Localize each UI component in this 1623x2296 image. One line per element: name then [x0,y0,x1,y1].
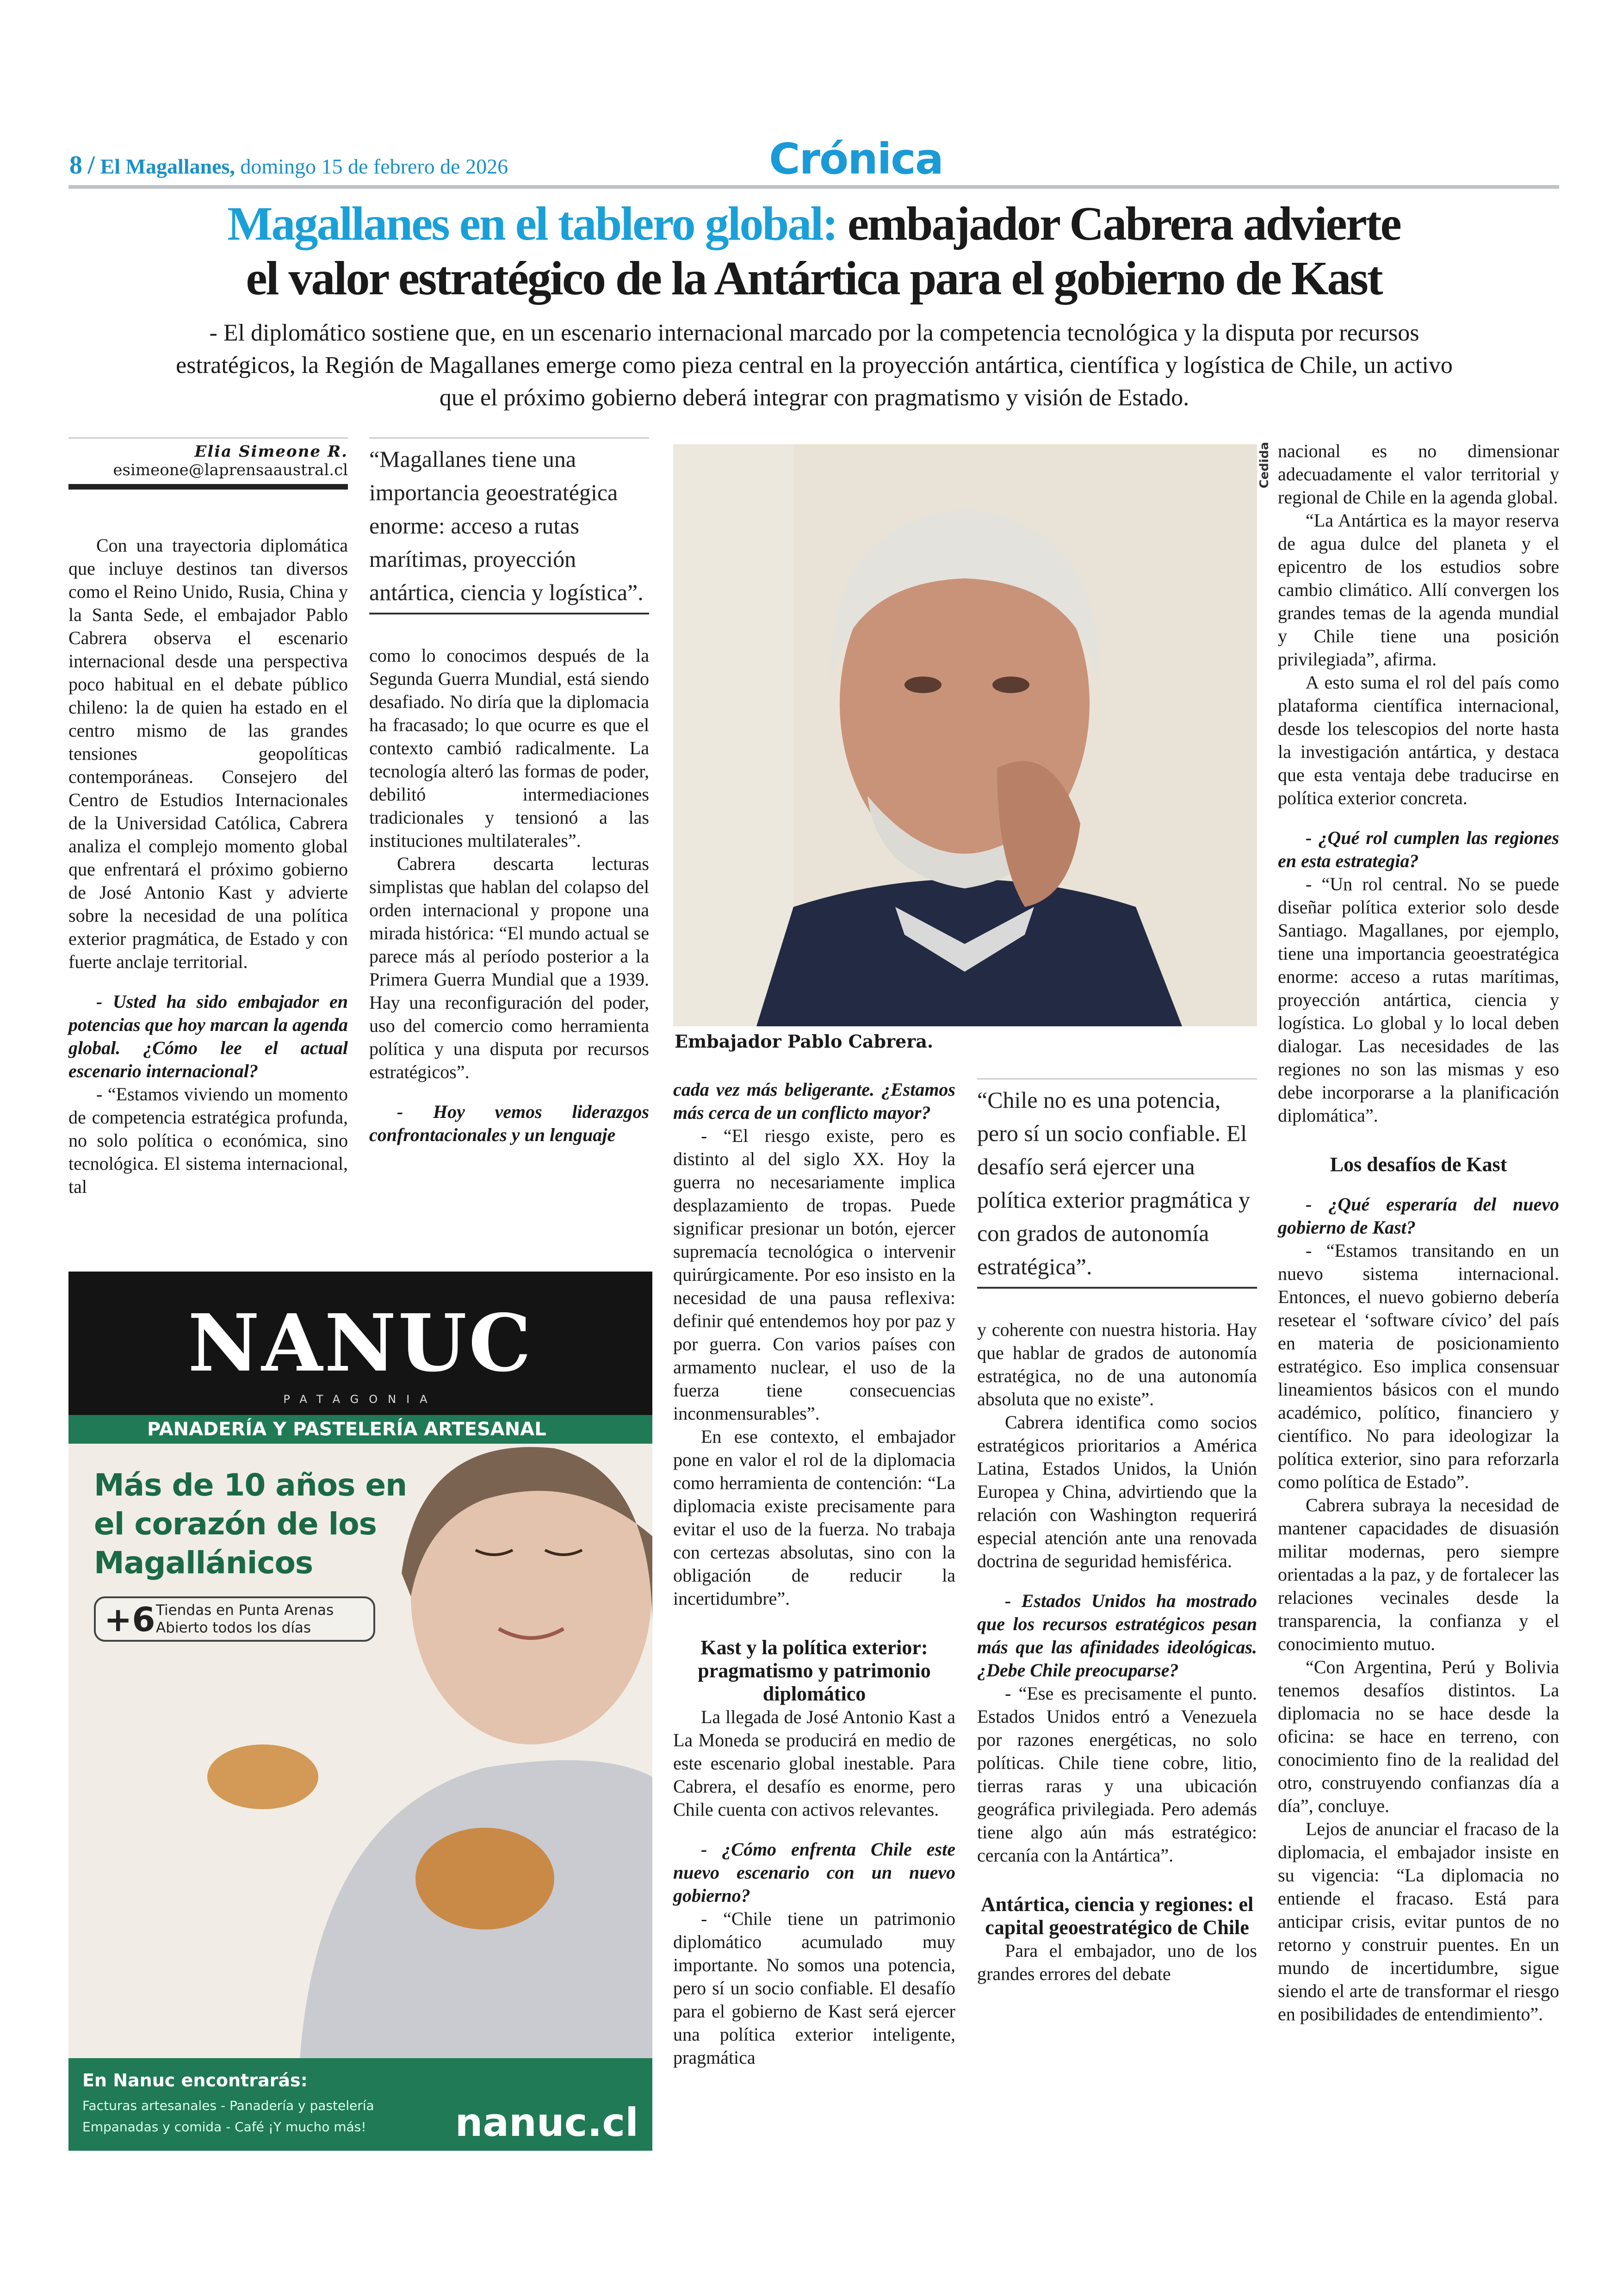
portrait-photo [673,444,1257,1026]
article-paragraph: Cabrera descarta lecturas simplistas que hablan del colapso del orden internacional y propone una mirada histórica: “El mundo actual se parece más al período posterior a la Primera Guerra Mundial que a 1939. Hay una reconfiguración del poder, uso del comercio como herramienta política y una disputa por recursos estratégicos”. [369,853,649,1082]
issue-date: domingo 15 de febrero de 2026 [240,155,508,178]
stores-line-2: Abierto todos los días [156,1620,311,1636]
article-paragraph: A esto suma el rol del país como plataforma científica internacional, desde los telescopios del norte hasta la investigación antártica, y destaca que esta ventaja debe traducirse en política exterior concreta. [1278,672,1559,808]
ad-website-link[interactable]: nanuc.cl [455,2100,638,2145]
interview-question: - ¿Qué rol cumplen las regiones en esta estrategia? [1278,827,1559,871]
article-paragraph: - “Estamos transitando en un nuevo sistema internacional. Entonces, el nuevo gobierno debería resetear el ‘software cívico’ del país en materia de posicionamiento estratégico. Eso implica consensuar lineamientos básicos con el mundo académico, político, financiero y científico. No para ideologizar la política exterior, sino para reforzarla como política de Estado”. [1278,1240,1559,1492]
subheading: Antártica, ciencia y regiones: el capital geoestratégico de Chile [980,1893,1254,1939]
subheading: Los desafíos de Kast [1330,1153,1507,1176]
divider [369,613,649,614]
article-paragraph: y coherente con nuestra historia. Hay que hablar de grados de autonomía estratégica, no de una autonomía absoluta que no existe”. [977,1319,1257,1409]
ad-band: PANADERÍA Y PASTELERÍA ARTESANAL [68,1415,652,1444]
article-paragraph: como lo conocimos después de la Segunda Guerra Mundial, está siendo desafiado. No diría que la diplomacia ha fracasado; lo que ocurre es que el contexto cambió radicalmente. La tecnología alteró las formas de poder, debilitó intermediaciones tradicionales y tensionó a las instituciones multilaterales”. [369,645,649,851]
interview-question: - Usted ha sido embajador en potencias que hoy marcan la agenda global. ¿Cómo lee el actual escenario internacional? [68,991,348,1081]
column-2-stack [369,437,649,1147]
brand-subtitle: PATAGONIA [283,1393,438,1406]
headline-line1: embajador Cabrera advierte [847,197,1400,250]
interview-question: - Estados Unidos ha mostrado que los recursos estratégicos pesan más que las afinidades ideológicas. ¿Debe Chile preocuparse? [977,1590,1257,1681]
ad-footer-title: En Nanuc encontrarás: [82,2070,308,2091]
article-paragraph: En ese contexto, el embajador pone en valor el rol de la diplomacia como herramienta de contención: “La diplomacia existe precisamente para evitar el uso de la fuerza. No trabaja con certezas absolutas, sino con la obligación de reducir la incertidumbre”. [673,1426,955,1609]
column-1-stack [68,437,348,1198]
article-column-4 [977,1318,1257,1986]
article-paragraph: Con una trayectoria diplomática que incluye destinos tan diversos como el Reino Unido, Rusia, China y la Santa Sede, el embajador Pablo Cabrera observa el escenario internacional desde una perspectiva poco habitual en el debate público chileno: la de quien ha estado en el centro mismo de las grandes tensiones geopolíticas contemporáneas. Consejero del Centro de Estudios Internacionales de la Universidad Católica, Cabrera analiza el complejo momento global que enfrentará el próximo gobierno de José Antonio Kast y advierte sobre la necesidad de una política exterior pragmática, de Estado y con fuerte anclaje territorial. [68,535,348,972]
subheadline: - El diplomático sostiene que, en un escenario internacional marcado por la competencia tecnológica y la disputa por recursos estratégicos, la Región de Magallanes emerge como pieza central en la proyección antártica, científica y logística de Chile, un activo que el próximo gobierno deberá integrar con pragmatismo y visión de Estado. [176,320,1453,411]
ad-header [68,1272,652,1415]
byline-bar [68,484,348,490]
stores-count: +6 [104,1600,155,1639]
ad-footer-line-1: Facturas artesanales - Panadería y pastelería [82,2098,374,2113]
subheading: Kast y la política exterior: pragmatismo y patrimonio diplomático [698,1636,931,1705]
page-number: 8 [69,151,82,180]
stores-badge [94,1596,375,1642]
article-paragraph: Para el embajador, uno de los grandes errores del debate [977,1940,1257,1984]
headline-accent: Magallanes en el tablero global: [227,197,837,250]
article-paragraph: “La Antártica es la mayor reserva de agua dulce del planeta y el epicentro de los estudios sobre cambio climático. Allí convergen los grandes temas de la agenda mundial y Chile tiene una posición privilegiada”, afirma. [1278,510,1559,670]
article-paragraph: La llegada de José Antonio Kast a La Moneda se producirá en medio de este escenario global inestable. Para Cabrera, el desafío es enorme, pero Chile cuenta con activos relevantes. [673,1706,955,1820]
byline [68,442,348,479]
column-3-stack [673,1078,955,2069]
nanuc-advertisement[interactable] [68,1272,652,2151]
ad-headline: Más de 10 años en el corazón de los Magallánicos [94,1467,407,1581]
stores-line-1: Tiendas en Punta Arenas [156,1602,334,1619]
divider [977,1287,1257,1289]
column-5-stack [1278,440,1559,2026]
newspaper-name: El Magallanes, [100,155,235,178]
divider [977,1078,1257,1080]
article-paragraph: - “Estamos viviendo un momento de competencia estratégica profunda, no solo política o económica, sino tecnológica. El sistema internacional, tal [68,1084,348,1197]
ad-text-block [94,1466,626,1642]
headline [68,197,1559,306]
photo-caption: Embajador Pablo Cabrera. [675,1031,934,1052]
brand-logo: NANUC [187,1297,533,1390]
section-title: Crónica [769,134,943,184]
headline-line2: el valor estratégico de la Antártica para el gobierno de Kast [246,252,1382,305]
article-paragraph: - “Chile tiene un patrimonio diplomático acumulado muy importante. No somos una potencia, pero sí un socio confiable. El desafío para el gobierno de Kast será ejercer una política exterior inteligente, pragmática [673,1908,955,2068]
separator: / [87,151,95,180]
interview-question: - ¿Qué esperaría del nuevo gobierno de Kast? [1278,1194,1559,1238]
pull-quote: “Magallanes tiene una importancia geoestratégica enorme: acceso a rutas marítimas, proyección antártica, ciencia y logística”. [369,446,644,605]
author-name: Elia Simeone R. [194,442,348,461]
page-header [69,150,508,180]
article-column-2 [369,644,649,1147]
author-email[interactable]: esimeone@laprensaaustral.cl [113,461,348,479]
article-paragraph: - “El riesgo existe, pero es distinto al del siglo XX. Hoy la guerra no necesariamente implica desplazamiento de tropas. Puede significar presionar un botón, ejercer supremacía tecnológica o intervenir quirúrgicamente. Por eso insisto en la necesidad de una pausa reflexiva: definir qué entendemos hoy por paz y por guerra. Con varios países con armamento nuclear, el uso de la fuerza tiene consecuencias inconmensurables”. [673,1125,955,1424]
divider [68,437,348,439]
article-paragraph: - “Ese es precisamente el punto. Estados Unidos entró a Venezuela por razones energéticas, no solo políticas. Chile tiene cobre, litio, tierras raras y una ubicación geográfica privilegiada. Pero además tiene algo aún más estratégico: cercanía con la Antártica”. [977,1683,1257,1866]
ad-footer-line-2: Empanadas y comida - Café ¡Y mucho más! [82,2119,366,2135]
article-paragraph: - “Un rol central. No se puede diseñar política exterior solo desde Santiago. Magallanes, por ejemplo, tiene una importancia geoestratégica enorme: acceso a rutas marítimas, proyección antártica, ciencia y logística. Lo global y lo local deben dialogar. Las necesidades de las regiones no son las mismas y eso debe incorporarse a la planificación diplomática”. [1278,874,1559,1126]
article-column-1 [68,534,348,1198]
divider [369,437,649,439]
article-column-3 [673,1078,955,2069]
article-paragraph: Lejos de anunciar el fracaso de la diplomacia, el embajador insiste en su vigencia: “La diplomacia no entiende el fracaso. Está para anticipar crisis, evitar puntos de no retorno y construir puentes. En un mundo de incertidumbre, sigue siendo el arte de transformar el riesgo en posibilidades de entendimiento”. [1278,1818,1559,2024]
pull-quote: “Chile no es una potencia, pero sí un socio confiable. El desafío será ejercer una política exterior pragmática y con grados de autonomía estratégica”. [977,1087,1251,1279]
article-paragraph: “Con Argentina, Perú y Bolivia tenemos desafíos distintos. La diplomacia no se hace desde la oficina: se hace en terreno, con conocimiento fino de la realidad del otro, construyendo confianzas día a día”, concluye. [1278,1657,1559,1816]
column-4-stack [977,1078,1257,1986]
header-rule [68,185,1559,189]
photo-credit: Cedida [1258,442,1271,489]
interview-question: - Hoy vemos liderazgos confrontacionales y un lenguaje [369,1101,649,1145]
article-column-5 [1278,440,1559,2026]
article-paragraph: Cabrera identifica como socios estratégicos prioritarios a América Latina, Estados Unidos, la Unión Europea y China, advirtiendo que la relación con Washington requerirá especial atención ante una renovada doctrina de seguridad hemisférica. [977,1412,1257,1571]
article-paragraph: Cabrera subraya la necesidad de mantener capacidades de disuasión militar modernas, pero siempre orientadas a la paz, y de fortalecer las relaciones vecinales desde la transparencia, la confianza y el conocimiento mutuo. [1278,1495,1559,1654]
interview-question: - ¿Cómo enfrenta Chile este nuevo escenario con un nuevo gobierno? [673,1839,955,1906]
interview-question: cada vez más beligerante. ¿Estamos más cerca de un conflicto mayor? [673,1079,955,1123]
ad-footer [68,2058,652,2151]
article-paragraph: nacional es no dimensionar adecuadamente el valor territorial y regional de Chile en la agenda global. [1278,441,1559,508]
